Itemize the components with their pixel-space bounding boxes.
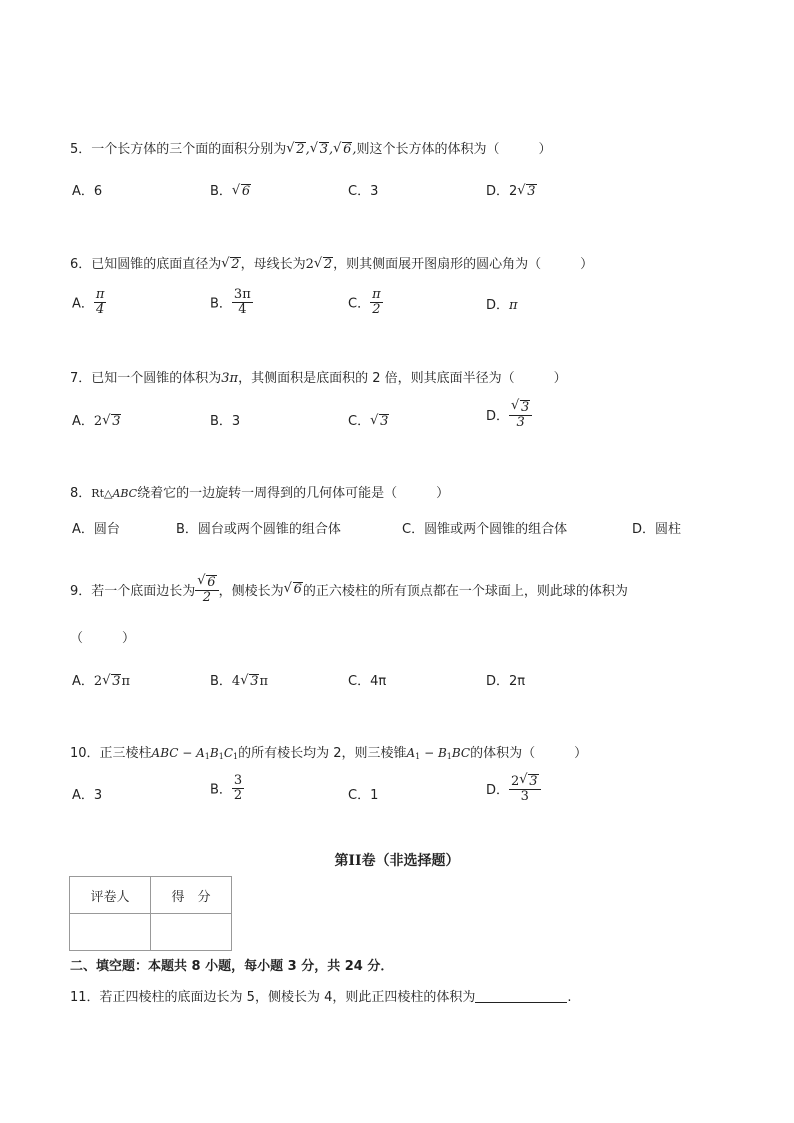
q7-option-a[interactable]: A．2√ 3: [72, 410, 121, 429]
question-9-stem: 9．若一个底面边长为 √ $\frac{6}{2}$ ，侧棱长为√ 6的正六棱柱的所有顶点都在一个球面上，则此球的体积为: [70, 575, 628, 604]
q5-option-a[interactable]: A．6: [72, 184, 103, 199]
q11-answer-blank[interactable]: [475, 990, 567, 1003]
question-8-stem: 8．Rt△ABC绕着它的一边旋转一周得到的几何体可能是（ ）: [70, 486, 450, 501]
q5-math: √ 2,√ 3,√ 6,: [286, 142, 356, 157]
q7-option-d[interactable]: D． √ $\frac{3}{3}$: [486, 400, 532, 429]
q8-option-c[interactable]: C．圆锥或两个圆锥的组合体: [402, 522, 568, 537]
q9-option-b[interactable]: B．4√ 3π: [210, 670, 268, 689]
q9-option-a[interactable]: A．2√ 3π: [72, 670, 130, 689]
q6-option-a[interactable]: A． $\frac{\pi}{4}$: [72, 287, 105, 317]
score-table-grader-cell[interactable]: [70, 914, 151, 951]
score-table: [69, 876, 232, 951]
q9-option-d[interactable]: D．2π: [486, 674, 526, 689]
q10-option-b[interactable]: B． $\frac{3}{2}$: [210, 773, 243, 803]
q5-option-b[interactable]: B．√ 6: [210, 180, 251, 199]
q10-option-d[interactable]: D． $\frac{2√ 3}{3}$: [486, 774, 541, 803]
question-6-stem: 6．已知圆锥的底面直径为√ 2，母线长为2√ 2，则其侧面展开图扇形的圆心角为（ ）: [70, 253, 593, 272]
q8-option-b[interactable]: B．圆台或两个圆锥的组合体: [176, 522, 341, 537]
q6-option-c[interactable]: C． $\frac{\pi}{2}$: [348, 287, 381, 317]
q5-option-c[interactable]: C．3: [348, 184, 379, 199]
score-table-score-header: 得 分: [151, 877, 232, 914]
q10-option-c[interactable]: C．1: [348, 788, 379, 803]
section-2-heading: 二、填空题：本题共 8 小题，每小题 3 分，共 24 分．: [70, 959, 394, 974]
q8-option-a[interactable]: A．圆台: [72, 522, 120, 537]
q8-option-d[interactable]: D．圆柱: [632, 522, 682, 537]
score-table-score-cell[interactable]: [151, 914, 232, 951]
section-2-title: 第II卷（非选择题）: [334, 853, 460, 869]
q5-option-d[interactable]: D．2√ 3: [486, 180, 537, 199]
q7-option-c[interactable]: C．√ 3: [348, 410, 389, 429]
q6-option-d[interactable]: D．π: [486, 298, 518, 313]
question-5-stem: 5．一个长方体的三个面的面积分别为√ 2,√ 3,√ 6,则这个长方体的体积为（ ）: [70, 138, 552, 157]
score-table-grader-header: 评卷人: [70, 877, 151, 914]
question-10-stem: 10．正三棱柱ABC − $A_1B_1C_1$的所有棱长均为 2，则三棱锥$A_1 - B_1BC$的体积为（ ）: [70, 746, 588, 761]
q10-option-a[interactable]: A．3: [72, 788, 103, 803]
question-9-paren: （ ）: [70, 631, 136, 646]
question-7-stem: 7．已知一个圆锥的体积为3π，其侧面积是底面积的 2 倍，则其底面半径为（ ）: [70, 371, 567, 386]
question-11-stem: 11．若正四棱柱的底面边长为 5，侧棱长为 4，则此正四棱柱的体积为 .: [70, 990, 572, 1005]
q7-option-b[interactable]: B．3: [210, 414, 241, 429]
q6-option-b[interactable]: B． $\frac{3\pi}{4}$: [210, 287, 251, 317]
q9-option-c[interactable]: C．4π: [348, 674, 387, 689]
